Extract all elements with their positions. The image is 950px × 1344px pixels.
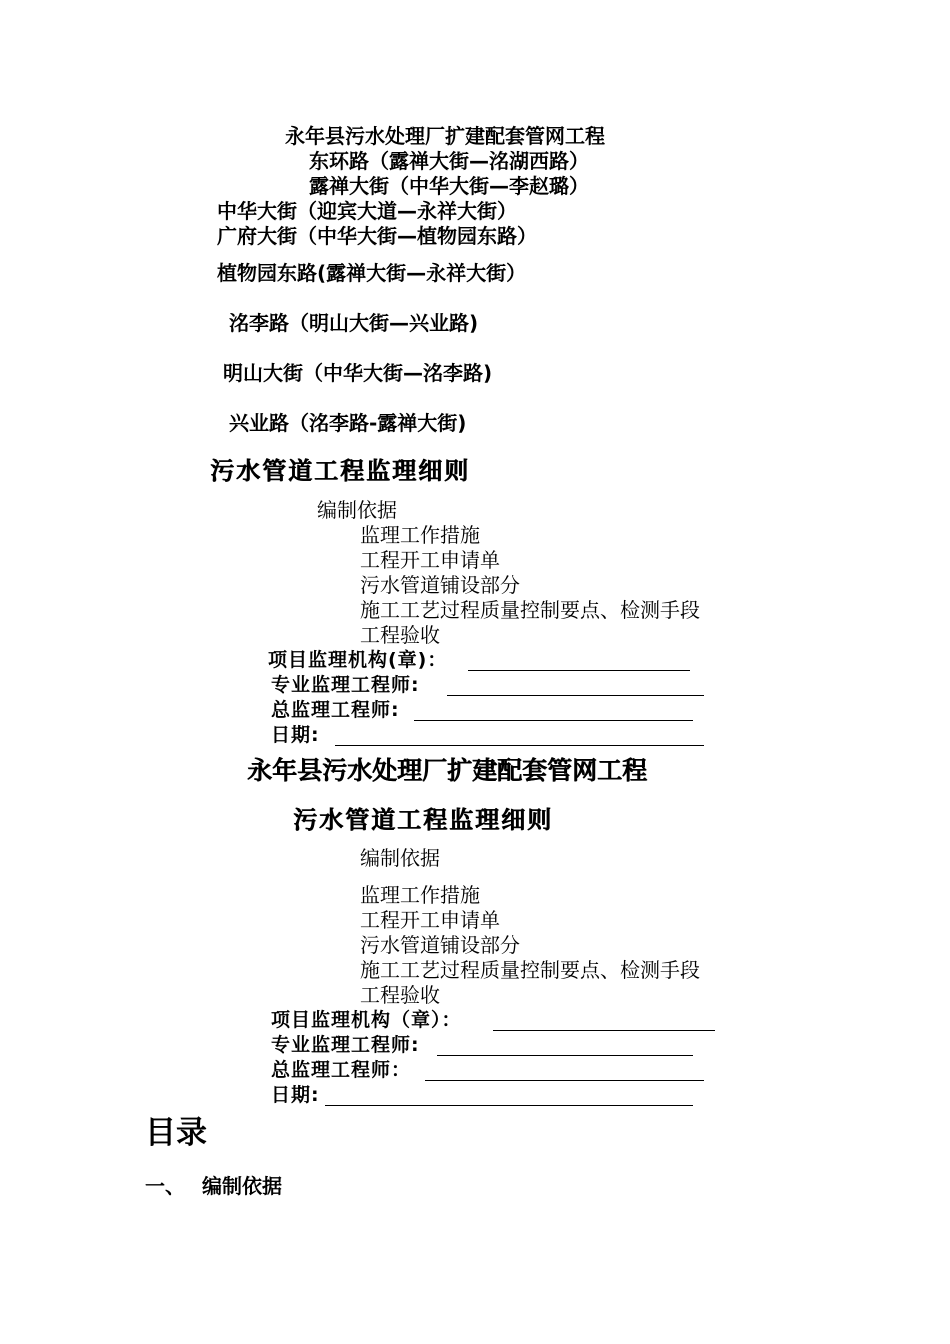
contents-heading: 编制依据 xyxy=(360,846,440,870)
signature-line xyxy=(425,1080,704,1081)
road-line: 植物园东路(露禅大街—永祥大街） xyxy=(217,261,527,285)
signature-label: 专业监理工程师: xyxy=(271,674,420,696)
signature-line xyxy=(335,745,704,746)
signature-label: 日期: xyxy=(271,1084,320,1106)
signature-label: 项目监理机构(章)： xyxy=(268,649,448,671)
signature-line xyxy=(414,720,693,721)
contents-item: 污水管道铺设部分 xyxy=(360,573,520,597)
signature-line xyxy=(468,670,690,671)
signature-line xyxy=(447,695,704,696)
signature-line xyxy=(325,1105,693,1106)
signature-label: 总监理工程师： xyxy=(271,1059,412,1081)
toc-item-number: 一、 xyxy=(145,1174,185,1198)
signature-label: 专业监理工程师: xyxy=(271,1034,420,1056)
contents-item: 监理工作措施 xyxy=(360,523,480,547)
toc-heading: 目录 xyxy=(145,1115,207,1151)
signature-line xyxy=(437,1055,693,1056)
signature-label: 总监理工程师: xyxy=(271,699,400,721)
project-title: 永年县污水处理厂扩建配套管网工程 xyxy=(285,124,605,148)
contents-item: 工程开工申请单 xyxy=(360,548,500,572)
contents-item: 施工工艺过程质量控制要点、检测手段 xyxy=(360,958,700,982)
project-title: 永年县污水处理厂扩建配套管网工程 xyxy=(247,756,648,785)
contents-heading: 编制依据 xyxy=(317,498,397,522)
road-line: 东环路（露禅大街—洺湖西路） xyxy=(309,149,589,173)
contents-item: 施工工艺过程质量控制要点、检测手段 xyxy=(360,598,700,622)
contents-item: 工程验收 xyxy=(360,623,440,647)
road-line: 兴业路（洺李路-露禅大街) xyxy=(229,411,467,435)
road-line: 洺李路（明山大街—兴业路) xyxy=(229,311,479,335)
contents-item: 污水管道铺设部分 xyxy=(360,933,520,957)
document-title: 污水管道工程监理细则 xyxy=(293,806,553,834)
signature-line xyxy=(493,1030,715,1031)
contents-item: 监理工作措施 xyxy=(360,883,480,907)
contents-item: 工程验收 xyxy=(360,983,440,1007)
road-line: 露禅大街（中华大街—李赵璐） xyxy=(309,174,589,198)
toc-item-label[interactable]: 编制依据 xyxy=(202,1174,282,1198)
signature-label: 日期: xyxy=(271,724,320,746)
road-line: 中华大街（迎宾大道—永祥大街） xyxy=(217,199,517,223)
signature-label: 项目监理机构（章）： xyxy=(271,1009,462,1031)
document-title: 污水管道工程监理细则 xyxy=(210,457,470,485)
road-line: 广府大街（中华大街—植物园东路） xyxy=(217,224,537,248)
road-line: 明山大街（中华大街—洺李路) xyxy=(223,361,493,385)
contents-item: 工程开工申请单 xyxy=(360,908,500,932)
